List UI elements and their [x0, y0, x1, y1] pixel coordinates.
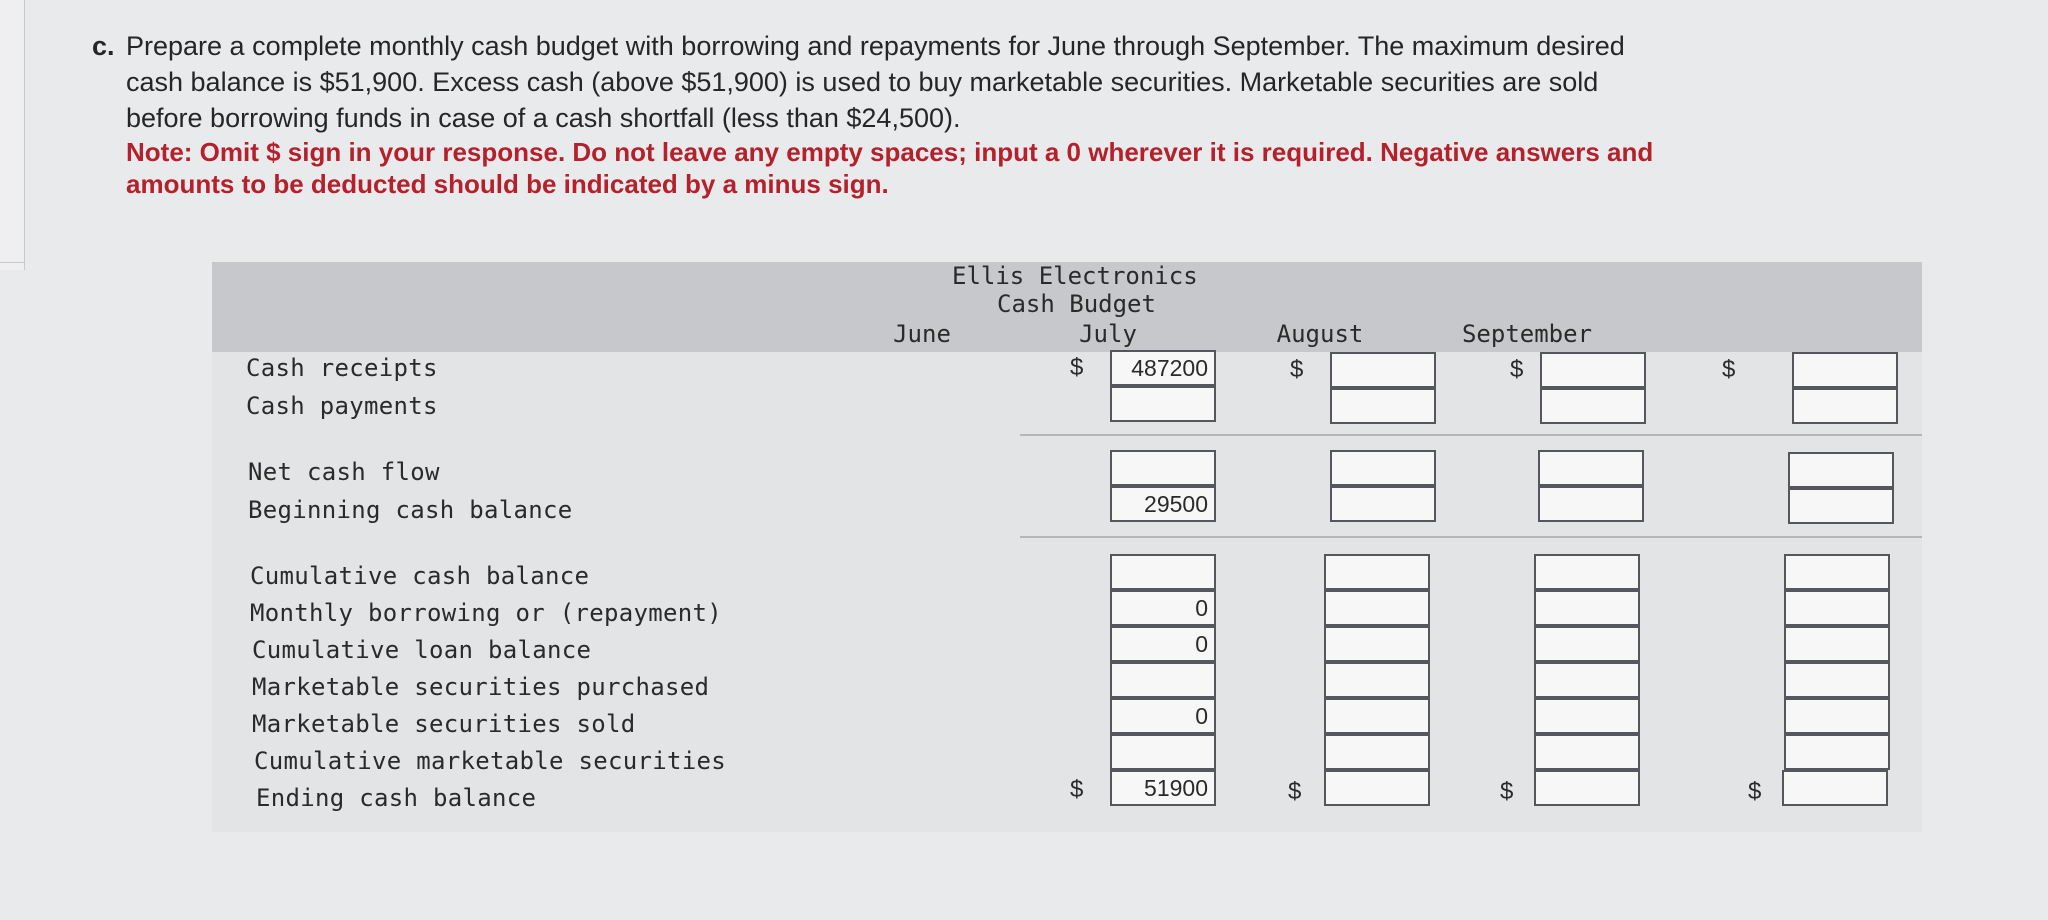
august-cumulative-cash-balance-input[interactable] [1534, 554, 1640, 590]
june-cumulative-cash-balance-input[interactable] [1110, 554, 1216, 590]
row-label-net-cash-flow: Net cash flow [248, 458, 440, 486]
august-cumulative-marketable-securities-input[interactable] [1534, 734, 1640, 770]
row-label-marketable-securities-sold: Marketable securities sold [252, 710, 636, 738]
question-note-1: Note: Omit $ sign in your response. Do not leave any empty spaces; input a 0 wherever it is required. Negative answers and [126, 137, 1654, 167]
july-beginning-cash-balance-input[interactable] [1330, 486, 1436, 522]
cash-budget-table [212, 262, 1922, 832]
july-ending-cash-balance-input[interactable] [1324, 770, 1430, 806]
june-marketable-securities-purchased-input[interactable] [1110, 662, 1216, 698]
budget-title: Cash Budget [997, 290, 1156, 318]
august-marketable-securities-purchased-input[interactable] [1534, 662, 1640, 698]
column-header-september: September [1461, 320, 1593, 348]
june-cash-receipts-input[interactable]: 487200 [1110, 350, 1216, 386]
dollar-sign: $ [1722, 356, 1736, 383]
row-label-cumulative-cash-balance: Cumulative cash balance [250, 562, 590, 590]
august-net-cash-flow-input[interactable] [1538, 450, 1644, 486]
column-header-june: June [893, 320, 951, 348]
september-cumulative-cash-balance-input[interactable] [1784, 554, 1890, 590]
row-label-marketable-securities-purchased: Marketable securities purchased [252, 673, 710, 701]
july-cash-payments-input[interactable] [1330, 388, 1436, 424]
row-label-beginning-cash-balance: Beginning cash balance [248, 496, 573, 524]
july-marketable-securities-purchased-input[interactable] [1324, 662, 1430, 698]
august-marketable-securities-sold-input[interactable] [1534, 698, 1640, 734]
dollar-sign: $ [1290, 356, 1304, 383]
june-monthly-borrowing-input[interactable]: 0 [1110, 590, 1216, 626]
august-cash-receipts-input[interactable] [1540, 352, 1646, 388]
august-ending-cash-balance-input[interactable] [1534, 770, 1640, 806]
row-label-monthly-borrowing: Monthly borrowing or (repayment) [250, 599, 722, 627]
question-block [92, 28, 2006, 200]
dollar-sign: $ [1070, 776, 1084, 803]
row-label-cumulative-loan-balance: Cumulative loan balance [252, 636, 592, 664]
company-name: Ellis Electronics [952, 262, 1198, 290]
august-cumulative-loan-balance-input[interactable] [1534, 626, 1640, 662]
august-cash-payments-input[interactable] [1540, 388, 1646, 424]
row-label-ending-cash-balance: Ending cash balance [256, 784, 537, 812]
july-marketable-securities-sold-input[interactable] [1324, 698, 1430, 734]
july-monthly-borrowing-input[interactable] [1324, 590, 1430, 626]
question-note-2: amounts to be deducted should be indicated by a minus sign. [126, 169, 889, 199]
row-label-cash-payments: Cash payments [246, 392, 438, 420]
june-marketable-securities-sold-input[interactable]: 0 [1110, 698, 1216, 734]
dollar-sign: $ [1288, 778, 1302, 805]
row-label-cash-receipts: Cash receipts [246, 354, 438, 382]
section-rule-1 [1020, 434, 1922, 436]
column-header-august: August [1276, 320, 1364, 348]
section-rule-2 [1020, 536, 1922, 538]
dollar-sign: $ [1070, 354, 1084, 381]
column-header-july: July [1079, 320, 1137, 348]
june-beginning-cash-balance-input[interactable]: 29500 [1110, 486, 1216, 522]
september-ending-cash-balance-input[interactable] [1782, 770, 1888, 806]
left-panel-edge [0, 0, 25, 270]
row-label-cumulative-marketable-securities: Cumulative marketable securities [254, 747, 726, 775]
question-prefix: c. [92, 31, 115, 61]
september-cumulative-marketable-securities-input[interactable] [1784, 734, 1890, 770]
question-line-3: before borrowing funds in case of a cash shortfall (less than $24,500). [126, 103, 961, 133]
july-cash-receipts-input[interactable] [1330, 352, 1436, 388]
left-panel-divider [0, 262, 24, 263]
dollar-sign: $ [1510, 356, 1524, 383]
september-cash-payments-input[interactable] [1792, 388, 1898, 424]
september-cumulative-loan-balance-input[interactable] [1784, 626, 1890, 662]
june-cumulative-marketable-securities-input[interactable] [1110, 734, 1216, 770]
june-net-cash-flow-input[interactable] [1110, 450, 1216, 486]
july-net-cash-flow-input[interactable] [1330, 450, 1436, 486]
september-monthly-borrowing-input[interactable] [1784, 590, 1890, 626]
september-cash-receipts-input[interactable] [1792, 352, 1898, 388]
dollar-sign: $ [1500, 778, 1514, 805]
september-beginning-cash-balance-input[interactable] [1788, 488, 1894, 524]
september-marketable-securities-sold-input[interactable] [1784, 698, 1890, 734]
dollar-sign: $ [1748, 778, 1762, 805]
august-beginning-cash-balance-input[interactable] [1538, 486, 1644, 522]
question-line-1: Prepare a complete monthly cash budget with borrowing and repayments for June through September. The maximum desired [126, 31, 1625, 61]
june-cumulative-loan-balance-input[interactable]: 0 [1110, 626, 1216, 662]
june-cash-payments-input[interactable] [1110, 386, 1216, 422]
july-cumulative-cash-balance-input[interactable] [1324, 554, 1430, 590]
september-net-cash-flow-input[interactable] [1788, 452, 1894, 488]
question-line-2: cash balance is $51,900. Excess cash (above $51,900) is used to buy marketable securities. Marketable securities are sold [126, 67, 1599, 97]
august-monthly-borrowing-input[interactable] [1534, 590, 1640, 626]
july-cumulative-marketable-securities-input[interactable] [1324, 734, 1430, 770]
july-cumulative-loan-balance-input[interactable] [1324, 626, 1430, 662]
june-ending-cash-balance-input[interactable]: 51900 [1110, 770, 1216, 806]
september-marketable-securities-purchased-input[interactable] [1784, 662, 1890, 698]
